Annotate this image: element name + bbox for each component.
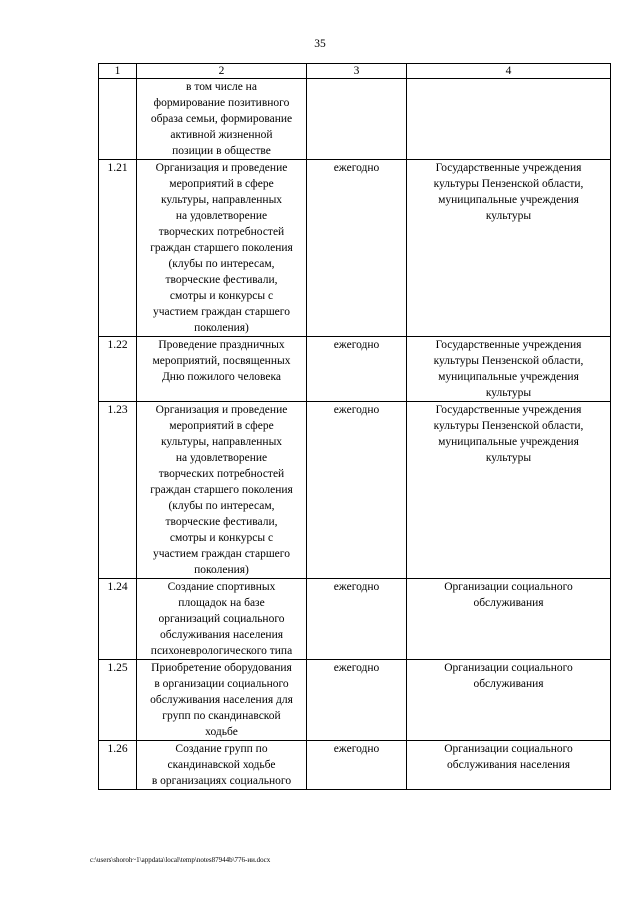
header-cell-1: 1 bbox=[99, 64, 137, 79]
event-cell: в том числе на формирование позитивного образа семьи, формирование активной жизненной позиции в обществе bbox=[137, 79, 307, 160]
executor-cell: Организации социального обслуживания населения bbox=[407, 741, 611, 790]
event-cell: Приобретение оборудования в организации социального обслуживания населения для групп по скандинавской ходьбе bbox=[137, 660, 307, 741]
executor-cell: Организации социального обслуживания bbox=[407, 660, 611, 741]
event-cell: Проведение праздничных мероприятий, посвященных Дню пожилого человека bbox=[137, 337, 307, 402]
header-cell-4: 4 bbox=[407, 64, 611, 79]
executor-cell: Организации социального обслуживания bbox=[407, 579, 611, 660]
header-cell-3: 3 bbox=[307, 64, 407, 79]
table-row bbox=[99, 79, 611, 160]
executor-cell bbox=[407, 79, 611, 160]
table-row bbox=[99, 660, 611, 741]
period-cell: ежегодно bbox=[307, 337, 407, 402]
event-cell: Создание спортивных площадок на базе организаций социального обслуживания населения психоневрологического типа bbox=[137, 579, 307, 660]
table-header-row bbox=[99, 64, 611, 79]
executor-cell: Государственные учреждения культуры Пензенской области, муниципальные учреждения культуры bbox=[407, 402, 611, 579]
executor-cell: Государственные учреждения культуры Пензенской области, муниципальные учреждения культуры bbox=[407, 160, 611, 337]
page-number: 35 bbox=[314, 38, 326, 50]
period-cell bbox=[307, 79, 407, 160]
row-number-cell: 1.22 bbox=[99, 337, 137, 402]
event-cell: Организация и проведение мероприятий в сфере культуры, направленных на удовлетворение творческих потребностей граждан старшего поколения (клубы по интересам, творческие фестивали, смотры и конкурсы с участием граждан старшего поколения) bbox=[137, 402, 307, 579]
table-row bbox=[99, 337, 611, 402]
footer-file-path: c:\users\shoroh~1\appdata\local\temp\notes87944b\776-ии.docx bbox=[90, 856, 271, 864]
period-cell: ежегодно bbox=[307, 402, 407, 579]
period-cell: ежегодно bbox=[307, 741, 407, 790]
table-row bbox=[99, 160, 611, 337]
period-cell: ежегодно bbox=[307, 660, 407, 741]
row-number-cell: 1.25 bbox=[99, 660, 137, 741]
row-number-cell: 1.23 bbox=[99, 402, 137, 579]
event-cell: Создание групп по скандинавской ходьбе в организациях социального bbox=[137, 741, 307, 790]
row-number-cell: 1.24 bbox=[99, 579, 137, 660]
executor-cell: Государственные учреждения культуры Пензенской области, муниципальные учреждения культуры bbox=[407, 337, 611, 402]
table-row bbox=[99, 741, 611, 790]
row-number-cell: 1.21 bbox=[99, 160, 137, 337]
table-row bbox=[99, 579, 611, 660]
event-cell: Организация и проведение мероприятий в сфере культуры, направленных на удовлетворение творческих потребностей граждан старшего поколения (клубы по интересам, творческие фестивали, смотры и конкурсы с участием граждан старшего поколения) bbox=[137, 160, 307, 337]
table-row bbox=[99, 402, 611, 579]
header-cell-2: 2 bbox=[137, 64, 307, 79]
period-cell: ежегодно bbox=[307, 579, 407, 660]
document-table bbox=[98, 63, 611, 790]
period-cell: ежегодно bbox=[307, 160, 407, 337]
row-number-cell: 1.26 bbox=[99, 741, 137, 790]
row-number-cell bbox=[99, 79, 137, 160]
